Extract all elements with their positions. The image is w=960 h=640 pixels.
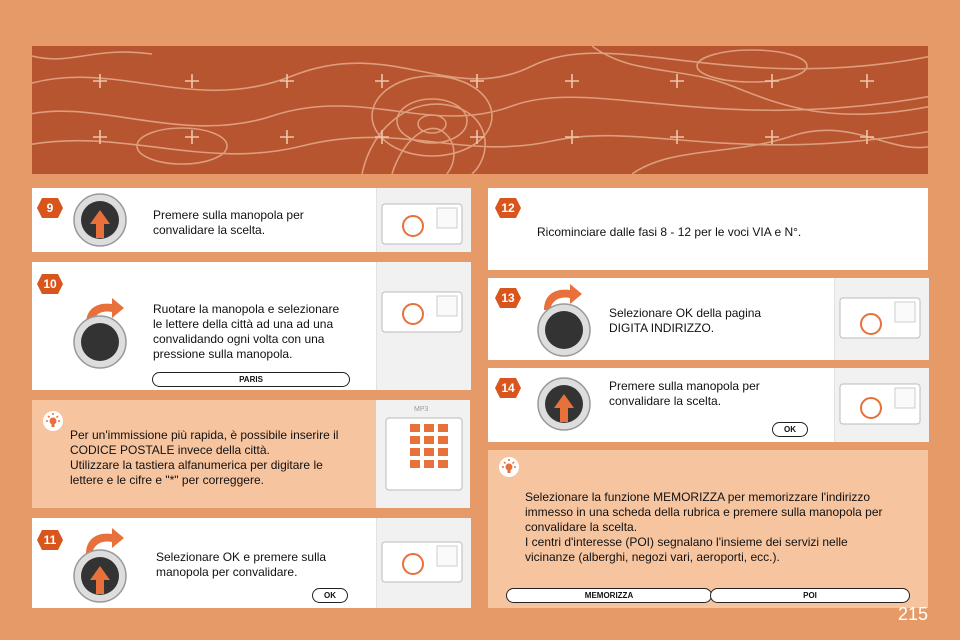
step-9-text: Premere sulla manopola per convalidare la scelta.: [153, 208, 304, 237]
tip-2-text: Selezionare la funzione MEMORIZZA per memorizzare l'indirizzo immesso in una scheda della rubrica e premere sulla manopola per convalidare la scelta. I centri d'interesse (POI) segnalano l'insieme dei servizi nelle vicinanze (alberghi, negozi vari, aeroporti, ecc.).: [525, 490, 883, 564]
step-11-text: Selezionare OK e premere sulla manopola per convalidare.: [156, 550, 327, 579]
knob-press-icon: [536, 376, 592, 432]
step-badge-14: 14: [494, 376, 522, 400]
knob-icon: [536, 302, 592, 358]
step-10-text: Ruotare la manopola e selezionare le lettere della città ad una ad una convalidando ogni volta con una pressione sulla manopola.: [153, 302, 340, 361]
step-14-text: Premere sulla manopola per convalidare la scelta.: [609, 379, 760, 408]
step-13-panel: [488, 278, 928, 360]
ok-button[interactable]: OK: [312, 588, 348, 603]
keypad-icon: [376, 400, 470, 508]
step-13-text: Selezionare OK della pagina DIGITA INDIRIZZO.: [609, 306, 762, 335]
control-panel-icon: [834, 368, 929, 442]
control-panel-icon: [376, 518, 471, 608]
keypad-label: MP3: [414, 406, 429, 413]
poi-button[interactable]: POI: [710, 588, 910, 603]
topographic-banner: [32, 46, 928, 174]
control-panel-icon: [376, 262, 471, 390]
step-14-panel: [488, 368, 928, 442]
keypad-panel: [376, 400, 470, 508]
knob-icon: [72, 314, 128, 370]
step-badge-12: 12: [494, 196, 522, 220]
paris-button[interactable]: PARIS: [152, 372, 350, 387]
lightbulb-icon: [498, 456, 520, 478]
step-badge-13: 13: [494, 286, 522, 310]
step-badge-10: 10: [36, 272, 64, 296]
page-number: 215: [897, 604, 928, 624]
step-10-panel: [32, 262, 470, 390]
knob-press-icon: [72, 548, 128, 604]
control-panel-icon: [834, 278, 929, 360]
tip-1-text: Per un'immissione più rapida, è possibile inserire il CODICE POSTALE invece della città. Utilizzare la tastiera alfanumerica per digitare le lettere e le cifre e "*" per correggere.: [70, 428, 339, 487]
step-badge-11: 11: [36, 528, 64, 552]
topographic-map-icon: [32, 46, 928, 174]
knob-press-icon: [72, 192, 128, 248]
step-badge-9: 9: [36, 196, 64, 220]
step-12-panel: [488, 188, 928, 270]
ok-button[interactable]: OK: [772, 422, 808, 437]
tip-2-panel: [488, 450, 928, 608]
tip-1-panel: [32, 400, 470, 508]
memorizza-button[interactable]: MEMORIZZA: [506, 588, 712, 603]
step-11-panel: [32, 518, 470, 608]
step-9-panel: [32, 188, 470, 252]
step-12-text: Ricominciare dalle fasi 8 - 12 per le voci VIA e N°.: [537, 225, 802, 239]
control-panel-icon: [376, 188, 471, 252]
lightbulb-icon: [42, 410, 64, 432]
